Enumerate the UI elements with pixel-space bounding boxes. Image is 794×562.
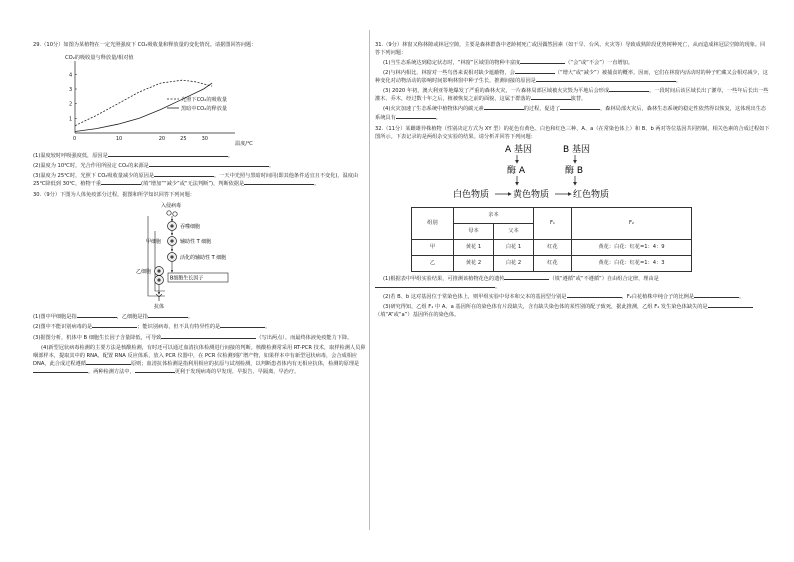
jia-cell-icon (168, 237, 177, 246)
table-row (412, 255, 692, 271)
chart-x-axis-label: 温度/℃ (235, 141, 253, 148)
chart-y-tick-label: 4 (69, 72, 73, 79)
virus-icon (167, 211, 177, 216)
q30-sub1-text: (1)图中甲细胞是指 (33, 314, 77, 321)
chart-y-tick-label: 3 (69, 87, 73, 94)
answer-blank[interactable] (609, 87, 649, 92)
q32-intro-text: 32.（11分）某雌雄异株植物（性别决定方式为 XY 型）的花色有黄色、白色和红色三种，A、a（在常染 (375, 125, 615, 132)
q30-sub2: (2)图中不能识别病毒的是 ；能识别病毒，但不具有特异性的是 。 (33, 324, 271, 331)
yellow-substance-label: 黄色物质 (513, 189, 550, 200)
q32-sub1-text: （填“遵循”或“不遵循”）自由组合定 (549, 275, 633, 282)
answer-blank[interactable] (536, 77, 676, 82)
q32-sub3-text: （填“A”或“a”）基因所在的染色体。 (375, 311, 460, 318)
q31-intro-text: 灾等）导致成熟阶段优势树种死亡，从而造成林冠层空隙的现象。回答下列问题： (375, 42, 766, 57)
answer-blank[interactable] (375, 283, 495, 288)
q30-sub2-text: ；能识别病毒，但不具有特异性的是 (137, 324, 221, 331)
table-header-f2: F₂ (572, 207, 692, 239)
q32-sub1-text: (1)根据表中甲组实验结果，可推测该植物花色的遗传 (383, 275, 505, 282)
chart-x-tick-label: 0 (73, 136, 77, 143)
answer-blank[interactable] (135, 368, 175, 373)
q30-sub4-text: 原则； (130, 360, 147, 367)
answer-blank[interactable] (708, 303, 753, 308)
table-row (412, 239, 692, 255)
q29-sub1-text: (1)温度较时呼吸强度低，原因是 (33, 153, 108, 160)
q32-intro-text: 色体上）和 B、b 两对等位基因共同控制，相关色素的合成过程如下图所示。下表记录的是两组杂交实验的结 (375, 125, 770, 140)
q30-sub3-text: 而最终体液免疫能力下降。 (290, 334, 353, 341)
q31-sub1-text: (1)当生态系统达到稳定状态时，“林窗”区域里的物种丰富度 (383, 60, 521, 67)
antibody-label: 抗体 (154, 304, 165, 311)
table-cell-mother: 黄花 1 (454, 239, 494, 255)
q32-sub3-text: 此推测，乙组 F₁ 发生染色体缺失的是 (621, 303, 708, 310)
q30-sub3-text: (3)据图分析，机体中 B 细胞生长因子含量降低，可导致 (33, 334, 162, 341)
gene-b-label: B 基因 (563, 144, 591, 155)
q30-sub4-text: 测方法中， (108, 368, 135, 375)
chart-y-axis-label: CO₂的吸收量与释放量/相对值 (65, 55, 134, 62)
q31-intro (375, 41, 770, 57)
answer-blank[interactable] (220, 323, 265, 328)
chart-legend-label: 黑暗中CO₂的释放量 (181, 106, 228, 113)
q31-sub1-text: （“会”或“不会”）一直增加。 (565, 60, 634, 67)
q31-sub2: (2)与林内相比，林窗对一些鸟兽来说相对缺少遮蔽物，会 （“增大”或“减少”）被捕食的概率。因而，它们在林窗内活动时的种子贮藏又会相对减少，这种变化对动物活动的影响时间影响林窗中种子生长，推测间接的原因是 。 (375, 70, 768, 85)
gene-a-label: A 基因 (505, 144, 533, 155)
answer-blank[interactable] (148, 313, 188, 318)
answer-blank[interactable] (515, 69, 555, 74)
answer-blank[interactable] (244, 180, 314, 185)
q29-co2-chart (45, 51, 315, 151)
q30-sub3-text: 点）。 (277, 334, 291, 341)
q31-sub3-text: 演替。 (570, 96, 587, 103)
answer-blank[interactable] (92, 323, 137, 328)
chart-y-tick-label: 1 (69, 116, 73, 123)
antibody-icon (156, 294, 162, 301)
right-column (375, 38, 770, 321)
q30-sub2-text: (2)图中不能识别病毒的是 (33, 324, 93, 331)
q29-sub3-text: 加”“减少”或“无法判断”)，判断依据是 (156, 181, 245, 188)
answer-blank[interactable] (108, 152, 228, 157)
q30-sub1-text: ，乙细胞是指 (116, 314, 148, 321)
q30-sub4-text: 采用 RT-PCR 技术，取样检测人员鼻咽部样本，提取其中的 RNA，配置 RNA 反应体系，放入 PCR 仪器中， (33, 344, 366, 359)
q31-sub3-text: 前的面貌，这属于群落的 (473, 96, 531, 103)
answer-blank[interactable] (531, 95, 571, 100)
helper-t-label: 辅助性 T 细胞 (180, 239, 212, 246)
table-cell-f1: 红花 (534, 239, 572, 255)
table-cell-father: 白花 1 (494, 239, 534, 255)
table-cell-f2: 黄花：白花：红花=1：4：3 (572, 255, 692, 271)
q29-sub1: (1)温度较时呼吸强度低，原因是 。 (33, 153, 233, 160)
chart-y-tick-label: 2 (69, 101, 73, 108)
q32-sub3 (375, 303, 770, 319)
yi-cell-label: 乙细胞 (136, 269, 152, 276)
q32-sub1-text: 律，理由是 (632, 275, 659, 282)
jia-cell-label: 甲细胞 (146, 239, 162, 246)
answer-blank[interactable] (520, 59, 565, 64)
table-header-parents: 亲本 (454, 207, 534, 223)
table-cell-group: 乙 (412, 255, 454, 271)
answer-blank[interactable] (560, 105, 600, 110)
enzyme-a-label: 酶 A (507, 165, 526, 176)
chart-x-tick-label: 20 (158, 136, 166, 143)
q29-sub3: (3)温度为 25℃时，光照下 CO₂吸收量减少的原因是 。一天中光照与黑暗时间同(即其他条件适宜且不变化)，温度由 25℃降低到 30℃，植物干重 (填“增加”“减少”或“无法判断”)，判断依据是 。 (33, 173, 359, 188)
activated-t-cell-icon (168, 253, 177, 262)
table-cell-mother: 黄花 2 (454, 255, 494, 271)
q30-sub4 (33, 344, 368, 376)
q32-sub2-text: ，F₂白 (621, 293, 637, 300)
phagocyte-icon (168, 222, 177, 231)
q30-sub1: (1)图中甲细胞是指 ，乙细胞是指 。 (33, 314, 194, 321)
q29-sub3-text: (填“增 (141, 181, 157, 188)
answer-blank[interactable] (161, 334, 256, 339)
yi-cell-icon (155, 267, 164, 285)
q31-sub4-text: 。 (435, 114, 441, 121)
chart-x-tick-label: 10 (115, 136, 123, 143)
q31-sub2-text: (2)与林内相比，林窗对一些鸟兽来说相对缺少遮蔽物，会 (383, 70, 515, 77)
q31-sub3-text: 。一段时间后该区域长出了灌草，一些年后长出一些灌木、乔木，经过数十年之后，植被恢复之 (375, 88, 769, 103)
activated-t-label: 活化的辅助性 T 细胞 (180, 255, 227, 262)
q31-sub4-text: ，森林局 (600, 106, 621, 113)
chart-x-tick-label: 30 (201, 136, 208, 143)
chart-x-tick-label: 25 (180, 136, 187, 143)
q31-sub4-text: 的过程，促进了 (523, 106, 561, 113)
table-cell-f2: 黄花：白花：红花=1：4：9 (572, 239, 692, 255)
q31-sub4-text: (4)火灾加速了生态系统中植物体内的碳元素 (383, 106, 484, 113)
q31-sub2-text: （“增大”或“减少”）被捕食的概 (554, 70, 628, 77)
q29-sub3-text: 。一天中光照与黑暗时间 (214, 173, 272, 180)
q29-sub2-text: (2)温度为 10℃时，光合作用所固定 CO₂的来源是 (33, 163, 149, 170)
answer-blank[interactable] (484, 105, 524, 110)
q30-sub3-text: （写出两 (256, 334, 278, 341)
answer-blank[interactable] (567, 293, 622, 298)
q31-sub2-text: 测间接的原因是 (499, 78, 536, 85)
q30-immune-diagram (128, 201, 268, 311)
q32-sub1: (1)根据表中甲组实验结果，可推测该植物花色的遗传 （填“遵循”或“不遵循”）自由组合定律，理由是。 (375, 275, 770, 291)
q31-sub4-text: 部火灾后，森林生态系统的稳定性依然得以恢复，这体现出生态系统具有 (375, 106, 767, 121)
q31-sub3-text: (3) 2020 年初，澳大利亚等地爆发了严重的森林火灾，一片森林局部区域被火灾毁为平地后会形成 (383, 88, 610, 95)
q32-intro (375, 125, 770, 141)
virus-label: 入侵病毒 (161, 203, 182, 210)
q31-sub3 (375, 87, 770, 103)
q32-pigment-pathway (453, 143, 693, 205)
table-cell-group: 甲 (412, 239, 454, 255)
q32-sub2-text: (2)若 B、b 这对基因位于常染色体上，则甲组实验中母本和父本的基因型分别是 (383, 293, 567, 300)
q32-cross-table (411, 207, 692, 272)
q31-intro-text: 31.（9分）林窗又称林隙或林冠空隙，主要是森林群落中老龄树死亡或因偶然因素（如干旱、台风、火 (375, 42, 610, 48)
q29-sub3-text: 同(即其他条件适宜且不变化)，温度由 25℃降低到 30℃，植物干重 (33, 173, 359, 188)
q30-intro: 30.（9分）下图为人体免疫部分过程，据图和所学知识回答下列问题： (33, 192, 195, 199)
q30-sub4-text: 。两种检 (88, 368, 109, 375)
q32-sub3-text: (3)研究得知，乙组 F₁ 中 A、a 基因所在的染色体有片段缺失，含有缺失染色体的某性别的配子致死，据 (383, 303, 622, 310)
q32-sub2-text: 花植株中纯合子的比例是 (636, 293, 695, 300)
q32-sub2: (2)若 B、b 这对基因位于常染色体上，则甲组实验中母本和父本的基因型分别是 ，F₂白花植株中纯合子的比例是 。 (383, 293, 745, 300)
answer-blank[interactable] (396, 114, 436, 119)
answer-blank[interactable] (154, 172, 214, 177)
answer-blank[interactable] (101, 180, 141, 185)
answer-blank[interactable] (86, 360, 131, 365)
b-cell-growth-factor-label: B细胞生长因子 (170, 275, 204, 282)
answer-blank[interactable] (694, 293, 739, 298)
q31-sub4 (375, 105, 770, 121)
white-substance-label: 白色物质 (453, 189, 490, 200)
column-divider (369, 30, 370, 530)
q31-sub1 (375, 59, 770, 67)
table-header-mother: 母本 (454, 223, 494, 239)
answer-blank[interactable] (504, 275, 549, 280)
q32-intro-text: 果。请分析并回答下列问题： (468, 133, 536, 140)
phagocyte-label: 吞噬细胞 (180, 224, 201, 231)
q30-sub4-text: 血清抗体检测是指利用相应的抗原与试剂检测，以判断患者体内有无相应抗体，检测的原理是 (146, 360, 360, 367)
table-header-father: 父本 (494, 223, 534, 239)
q29-intro: 29.（10分）如图为某植物在一定光照强度下 CO₂吸收量和释放量的变化情况。请据图回答问题： (33, 42, 257, 48)
q30-sub4-text: (4)新型冠状病毒检测的主要方法是核酸检测，有时还可以通过血清抗体检测进行间接的判断。核酸检测常 (41, 344, 282, 351)
q30-sub4-text: 更利于发现病毒的早发现、早报告、早隔离、早治疗。 (174, 368, 300, 375)
red-substance-label: 红色物质 (573, 189, 610, 200)
table-cell-f1: 红花 (534, 255, 572, 271)
table-header-group: 组别 (412, 207, 454, 239)
q29-sub3-text: (3)温度为 25℃时，光照下 CO₂吸收量减少的原因是 (33, 173, 155, 180)
q29-sub2: (2)温度为 10℃时，光合作用所固定 CO₂的来源是 。 (33, 163, 275, 170)
table-cell-father: 白花 2 (494, 255, 534, 271)
q31-sub2-text: 率。因而，它们在林窗内活动时的种子贮藏又会相对减少，这种变化对动物活动的影响时间影响林窗中种子生长，推 (375, 70, 768, 85)
enzyme-b-label: 酶 B (565, 165, 584, 176)
left-column (33, 38, 368, 378)
answer-blank[interactable] (33, 368, 88, 373)
q30-sub4-text: 在 PCR 仪检测到扩增产物，如果样本中有新型冠状病毒，会合成相应 DNA，此合成过程遵循 (33, 352, 358, 367)
q30-sub3 (33, 334, 368, 342)
answer-blank[interactable] (149, 162, 269, 167)
table-header-f1: F₁ (534, 207, 572, 239)
chart-legend-label: 光照下CO₂的吸收量 (181, 97, 228, 104)
answer-blank[interactable] (77, 313, 117, 318)
